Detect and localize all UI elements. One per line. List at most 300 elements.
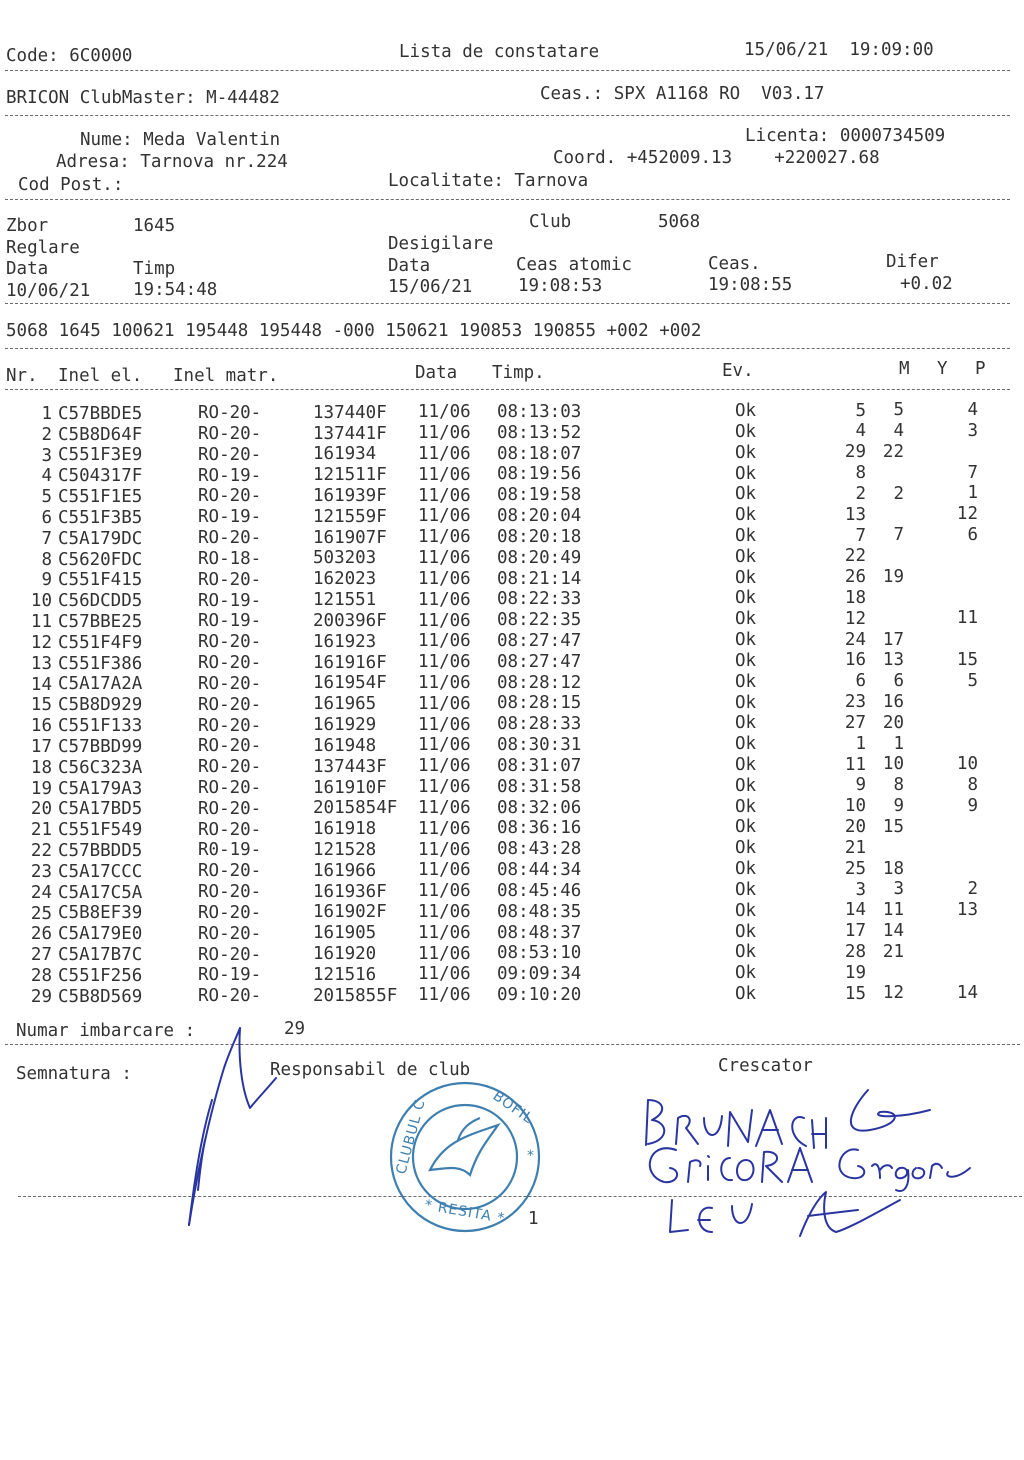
row-event: Ok bbox=[735, 546, 757, 567]
row-time: 08:22:33 bbox=[497, 589, 582, 610]
row-number: 15 bbox=[30, 695, 52, 716]
row-m: 15 bbox=[844, 983, 866, 1004]
row-electronic-ring: C57BBDE5 bbox=[58, 403, 143, 424]
col-date: Data bbox=[415, 363, 458, 383]
row-time: 09:10:20 bbox=[497, 984, 582, 1005]
row-event: Ok bbox=[735, 442, 757, 463]
row-number: 28 bbox=[30, 966, 52, 987]
row-m: 17 bbox=[844, 921, 866, 942]
row-ring-number: 161965 bbox=[313, 694, 377, 715]
row-time: 08:27:47 bbox=[497, 631, 582, 652]
row-electronic-ring: C5A179E0 bbox=[58, 924, 143, 945]
row-number: 17 bbox=[30, 737, 52, 758]
row-date: 11/06 bbox=[418, 464, 471, 485]
row-electronic-ring: C5B8EF39 bbox=[58, 903, 143, 924]
row-ring-number: 121551 bbox=[313, 590, 377, 611]
row-time: 08:31:07 bbox=[497, 755, 582, 776]
row-ring-number: 137440F bbox=[313, 402, 387, 423]
clock-info: Ceas.: SPX A1168 RO V03.17 bbox=[540, 84, 825, 104]
row-date: 11/06 bbox=[418, 610, 471, 631]
row-event: Ok bbox=[735, 775, 757, 796]
row-y: 4 bbox=[893, 421, 904, 442]
row-electronic-ring: C551F3B5 bbox=[58, 507, 143, 528]
row-p: 12 bbox=[956, 504, 978, 525]
col-nr: Nr. bbox=[6, 366, 38, 386]
svg-text:* RESITA *: * RESITA * bbox=[423, 1197, 507, 1228]
row-event: Ok bbox=[735, 963, 757, 984]
row-ring-prefix: RO-18- bbox=[198, 548, 262, 569]
row-date: 11/06 bbox=[418, 881, 471, 902]
row-number: 2 bbox=[41, 424, 52, 445]
row-time: 08:28:33 bbox=[497, 714, 582, 735]
row-time: 08:13:03 bbox=[497, 402, 582, 422]
row-number: 16 bbox=[30, 716, 52, 737]
row-ring-number: 161923 bbox=[313, 631, 377, 652]
row-electronic-ring: C5620FDC bbox=[58, 549, 143, 570]
desigilare-date-label: Data bbox=[388, 256, 431, 276]
row-y: 16 bbox=[882, 691, 904, 712]
row-electronic-ring: C57BBE25 bbox=[58, 611, 143, 632]
svg-text:*: * bbox=[527, 1148, 535, 1164]
row-p: 2 bbox=[967, 879, 978, 900]
reglare-time-label: Timp bbox=[133, 259, 176, 279]
row-ring-number: 161966 bbox=[313, 860, 377, 881]
locality: Localitate: Tarnova bbox=[388, 171, 589, 191]
row-ring-number: 161934 bbox=[313, 444, 377, 465]
row-event: Ok bbox=[735, 650, 757, 671]
row-event: Ok bbox=[735, 838, 757, 859]
row-ring-prefix: RO-20- bbox=[198, 902, 262, 923]
row-electronic-ring: C5B8D569 bbox=[58, 986, 143, 1007]
row-electronic-ring: C5A17B7C bbox=[58, 945, 143, 966]
row-time: 08:30:31 bbox=[497, 735, 582, 756]
row-event: Ok bbox=[735, 505, 757, 526]
row-number: 11 bbox=[30, 612, 52, 633]
row-time: 08:44:34 bbox=[497, 860, 582, 881]
row-m: 18 bbox=[844, 588, 866, 609]
row-electronic-ring: C551F549 bbox=[58, 820, 143, 841]
row-ring-number: 121511F bbox=[313, 465, 387, 486]
row-ring-prefix: RO-20- bbox=[198, 653, 262, 674]
row-ring-number: 503203 bbox=[313, 548, 377, 569]
page-number: 1 bbox=[528, 1209, 539, 1229]
row-date: 11/06 bbox=[418, 423, 471, 444]
coordinates: Coord. +452009.13 +220027.68 bbox=[553, 148, 880, 168]
row-y: 12 bbox=[882, 983, 904, 1004]
signature-label: Semnatura : bbox=[16, 1064, 132, 1084]
row-y: 3 bbox=[893, 879, 904, 900]
row-ring-prefix: RO-20- bbox=[198, 819, 262, 840]
row-date: 11/06 bbox=[418, 797, 471, 818]
row-m: 11 bbox=[844, 754, 866, 775]
row-y: 13 bbox=[882, 650, 904, 671]
atomic-clock-time: 19:08:53 bbox=[518, 276, 603, 296]
row-p: 1 bbox=[967, 483, 978, 504]
row-m: 12 bbox=[844, 608, 866, 629]
row-electronic-ring: C504317F bbox=[58, 466, 143, 487]
row-ring-prefix: RO-20- bbox=[198, 444, 262, 465]
page-title: Lista de constatare bbox=[399, 42, 600, 62]
row-time: 09:09:34 bbox=[497, 964, 582, 985]
license: Licenta: 0000734509 bbox=[745, 126, 946, 146]
row-y: 6 bbox=[893, 671, 904, 692]
row-m: 6 bbox=[855, 671, 866, 692]
atomic-clock-label: Ceas atomic bbox=[516, 255, 632, 275]
row-p: 7 bbox=[967, 462, 978, 483]
row-event: Ok bbox=[735, 817, 757, 838]
row-event: Ok bbox=[735, 588, 757, 609]
row-ring-prefix: RO-20- bbox=[198, 424, 262, 445]
row-time: 08:43:28 bbox=[497, 839, 582, 860]
row-date: 11/06 bbox=[418, 985, 471, 1006]
row-ring-prefix: RO-20- bbox=[198, 486, 262, 507]
row-ring-prefix: RO-20- bbox=[198, 777, 262, 798]
row-electronic-ring: C5A17BD5 bbox=[58, 799, 143, 820]
boarding-count-label: Numar imbarcare : bbox=[16, 1021, 196, 1041]
row-number: 20 bbox=[30, 799, 52, 820]
row-y: 1 bbox=[893, 733, 904, 754]
row-event: Ok bbox=[735, 525, 757, 546]
row-p: 4 bbox=[967, 400, 978, 421]
row-date: 11/06 bbox=[418, 652, 471, 673]
row-ring-number: 161907F bbox=[313, 527, 387, 548]
row-date: 11/06 bbox=[418, 714, 471, 735]
row-ring-prefix: RO-19- bbox=[198, 611, 262, 632]
row-ring-prefix: RO-20- bbox=[198, 757, 262, 778]
row-m: 24 bbox=[844, 629, 866, 650]
row-number: 4 bbox=[41, 466, 52, 487]
row-ring-number: 137441F bbox=[313, 423, 387, 444]
row-ring-prefix: RO-19- bbox=[198, 965, 262, 986]
row-m: 22 bbox=[844, 546, 866, 567]
row-ring-number: 161920 bbox=[313, 944, 377, 965]
row-electronic-ring: C5B8D929 bbox=[58, 695, 143, 716]
row-number: 29 bbox=[30, 986, 52, 1007]
row-p: 13 bbox=[956, 899, 978, 920]
row-time: 08:19:56 bbox=[497, 464, 582, 485]
row-time: 08:20:04 bbox=[497, 506, 582, 527]
col-ring-number: Inel matr. bbox=[173, 366, 279, 386]
row-p: 15 bbox=[956, 650, 978, 671]
row-m: 13 bbox=[844, 504, 866, 525]
row-ring-number: 162023 bbox=[313, 569, 377, 590]
row-number: 12 bbox=[30, 632, 52, 653]
row-electronic-ring: C5A17A2A bbox=[58, 674, 143, 695]
club-label: Club bbox=[529, 212, 572, 232]
row-ring-number: 121528 bbox=[313, 839, 377, 860]
reglare-date: 10/06/21 bbox=[6, 281, 91, 301]
row-event: Ok bbox=[735, 879, 757, 900]
row-date: 11/06 bbox=[418, 672, 471, 693]
row-event: Ok bbox=[735, 484, 757, 505]
encoded-line: 5068 1645 100621 195448 195448 -000 150621 190853 190855 +002 +002 bbox=[6, 321, 702, 341]
row-date: 11/06 bbox=[418, 568, 471, 589]
row-m: 23 bbox=[844, 692, 866, 713]
row-electronic-ring: C551F415 bbox=[58, 570, 143, 591]
row-time: 08:36:16 bbox=[497, 818, 582, 839]
row-ring-number: 161939F bbox=[313, 486, 387, 507]
row-ring-prefix: RO-19- bbox=[198, 465, 262, 486]
row-time: 08:28:15 bbox=[497, 693, 582, 714]
row-ring-number: 121516 bbox=[313, 964, 377, 985]
row-event: Ok bbox=[735, 692, 757, 713]
row-electronic-ring: C5B8D64F bbox=[58, 424, 143, 445]
row-electronic-ring: C56C323A bbox=[58, 757, 143, 778]
row-date: 11/06 bbox=[418, 839, 471, 860]
owner-name: Nume: Meda Valentin bbox=[80, 130, 281, 150]
row-electronic-ring: C5A179DC bbox=[58, 528, 143, 549]
row-time: 08:20:18 bbox=[497, 526, 582, 547]
row-m: 10 bbox=[844, 796, 866, 817]
row-date: 11/06 bbox=[418, 735, 471, 756]
row-electronic-ring: C57BBD99 bbox=[58, 736, 143, 757]
row-date: 11/06 bbox=[418, 548, 471, 569]
row-number: 18 bbox=[30, 757, 52, 778]
row-number: 27 bbox=[30, 945, 52, 966]
row-time: 08:19:58 bbox=[497, 485, 582, 506]
row-number: 26 bbox=[30, 924, 52, 945]
row-y: 2 bbox=[893, 483, 904, 504]
row-ring-prefix: RO-20- bbox=[198, 861, 262, 882]
row-ring-prefix: RO-20- bbox=[198, 715, 262, 736]
row-ring-number: 161936F bbox=[313, 881, 387, 902]
row-ring-number: 2015855F bbox=[313, 985, 398, 1006]
row-y: 15 bbox=[882, 816, 904, 837]
row-y: 22 bbox=[882, 442, 904, 463]
row-electronic-ring: C551F256 bbox=[58, 965, 143, 986]
row-event: Ok bbox=[735, 942, 757, 963]
row-m: 19 bbox=[844, 962, 866, 983]
row-number: 25 bbox=[30, 903, 52, 924]
row-date: 11/06 bbox=[418, 589, 471, 610]
row-number: 22 bbox=[30, 841, 52, 862]
club-master: BRICON ClubMaster: M-44482 bbox=[6, 88, 280, 108]
row-y: 11 bbox=[882, 900, 904, 921]
row-ring-prefix: RO-20- bbox=[198, 944, 262, 965]
row-ring-number: 161916F bbox=[313, 652, 387, 673]
row-date: 11/06 bbox=[418, 860, 471, 881]
row-date: 11/06 bbox=[418, 506, 471, 527]
row-m: 14 bbox=[844, 900, 866, 921]
row-m: 8 bbox=[855, 463, 866, 484]
row-time: 08:45:46 bbox=[497, 880, 582, 901]
row-ring-prefix: RO-20- bbox=[198, 403, 262, 424]
row-time: 08:13:52 bbox=[497, 422, 582, 443]
row-event: Ok bbox=[735, 463, 757, 484]
row-event: Ok bbox=[735, 921, 757, 942]
row-date: 11/06 bbox=[418, 922, 471, 943]
row-ring-prefix: RO-20- bbox=[198, 798, 262, 819]
row-m: 28 bbox=[844, 941, 866, 962]
row-number: 14 bbox=[30, 674, 52, 695]
row-number: 19 bbox=[30, 778, 52, 799]
row-time: 08:18:07 bbox=[497, 443, 582, 464]
club-number: 5068 bbox=[658, 212, 701, 232]
row-date: 11/06 bbox=[418, 964, 471, 985]
row-date: 11/06 bbox=[418, 443, 471, 464]
row-y: 8 bbox=[893, 775, 904, 796]
col-electronic-ring: Inel el. bbox=[58, 366, 143, 386]
row-date: 11/06 bbox=[418, 777, 471, 798]
row-event: Ok bbox=[735, 755, 757, 775]
row-number: 10 bbox=[30, 591, 52, 612]
row-time: 08:22:35 bbox=[497, 610, 582, 631]
row-event: Ok bbox=[735, 609, 757, 630]
row-electronic-ring: C551F386 bbox=[58, 653, 143, 674]
clock-time: 19:08:55 bbox=[708, 275, 793, 295]
club-responsible-label: Responsabil de club bbox=[270, 1060, 471, 1080]
row-time: 08:28:12 bbox=[497, 672, 582, 693]
row-ring-prefix: RO-19- bbox=[198, 590, 262, 611]
row-number: 3 bbox=[41, 445, 52, 466]
row-date: 11/06 bbox=[418, 693, 471, 714]
row-ring-prefix: RO-20- bbox=[198, 673, 262, 694]
row-date: 11/06 bbox=[418, 402, 471, 423]
row-number: 24 bbox=[30, 882, 52, 903]
row-y: 7 bbox=[893, 525, 904, 546]
row-ring-number: 121559F bbox=[313, 506, 387, 527]
row-y: 5 bbox=[893, 400, 904, 421]
row-m: 21 bbox=[844, 837, 866, 858]
row-p: 6 bbox=[967, 525, 978, 546]
row-number: 21 bbox=[30, 820, 52, 841]
row-m: 29 bbox=[844, 442, 866, 463]
row-time: 08:31:58 bbox=[497, 776, 582, 797]
row-electronic-ring: C551F1E5 bbox=[58, 487, 143, 508]
row-time: 08:20:49 bbox=[497, 547, 582, 568]
row-event: Ok bbox=[735, 984, 757, 1005]
row-number: 23 bbox=[30, 861, 52, 882]
row-electronic-ring: C5A17C5A bbox=[58, 882, 143, 903]
row-m: 2 bbox=[855, 483, 866, 504]
row-date: 11/06 bbox=[418, 527, 471, 548]
row-ring-number: 161929 bbox=[313, 715, 377, 736]
row-event: Ok bbox=[735, 567, 757, 588]
row-electronic-ring: C56DCDD5 bbox=[58, 591, 143, 612]
col-m: M bbox=[899, 359, 910, 379]
row-ring-number: 161948 bbox=[313, 735, 377, 756]
reglare-label: Reglare bbox=[6, 238, 80, 258]
col-time: Timp. bbox=[492, 363, 545, 383]
row-electronic-ring: C57BBDD5 bbox=[58, 840, 143, 861]
svg-text:CLUBUL C: CLUBUL C bbox=[393, 1097, 429, 1177]
row-event: Ok bbox=[735, 859, 757, 880]
row-event: Ok bbox=[735, 796, 757, 817]
row-ring-number: 161905 bbox=[313, 923, 377, 944]
row-electronic-ring: C551F133 bbox=[58, 716, 143, 737]
row-number: 8 bbox=[41, 549, 52, 570]
row-ring-prefix: R0-19- bbox=[198, 840, 262, 861]
row-m: 20 bbox=[844, 817, 866, 838]
row-ring-prefix: RO-20- bbox=[198, 736, 262, 757]
row-electronic-ring: C5A17CCC bbox=[58, 861, 143, 882]
row-electronic-ring: C551F3E9 bbox=[58, 445, 143, 466]
row-m: 9 bbox=[855, 775, 866, 796]
row-number: 5 bbox=[41, 487, 52, 508]
row-event: Ok bbox=[735, 900, 757, 921]
row-event: Ok bbox=[735, 713, 757, 734]
row-p: 14 bbox=[956, 983, 978, 1004]
postal-code-label: Cod Post.: bbox=[18, 175, 124, 195]
row-ring-prefix: RO-20- bbox=[198, 986, 262, 1007]
row-ring-number: 161954F bbox=[313, 673, 387, 694]
row-p: 3 bbox=[967, 421, 978, 442]
col-event: Ev. bbox=[722, 361, 754, 381]
col-p: P bbox=[975, 359, 986, 379]
row-m: 4 bbox=[855, 421, 866, 442]
row-time: 08:21:14 bbox=[497, 568, 582, 589]
row-ring-number: 161918 bbox=[313, 819, 377, 840]
row-ring-prefix: RO-20- bbox=[198, 528, 262, 549]
row-time: 08:48:35 bbox=[497, 901, 582, 922]
row-number: 1 bbox=[41, 403, 52, 424]
boarding-count: 29 bbox=[284, 1019, 306, 1039]
row-date: 11/06 bbox=[418, 756, 471, 777]
row-event: Ok bbox=[735, 734, 757, 755]
row-m: 3 bbox=[855, 879, 866, 900]
row-p: 9 bbox=[967, 795, 978, 816]
row-m: 7 bbox=[855, 525, 866, 546]
clock-label: Ceas. bbox=[708, 254, 761, 274]
row-m: 26 bbox=[844, 567, 866, 588]
row-y: 17 bbox=[882, 629, 904, 650]
row-time: 08:53:10 bbox=[497, 943, 582, 964]
row-electronic-ring: C551F4F9 bbox=[58, 632, 143, 653]
row-ring-prefix: RO-19- bbox=[198, 507, 262, 528]
row-date: 11/06 bbox=[418, 818, 471, 839]
row-m: 27 bbox=[844, 712, 866, 733]
row-ring-number: 161910F bbox=[313, 777, 387, 798]
svg-text:BOFIL: BOFIL bbox=[489, 1088, 537, 1128]
row-ring-number: 2015854F bbox=[313, 798, 398, 819]
row-y: 18 bbox=[882, 858, 904, 879]
row-ring-number: 200396F bbox=[313, 610, 387, 631]
col-y: Y bbox=[937, 359, 948, 379]
row-time: 08:48:37 bbox=[497, 922, 582, 943]
print-datetime: 15/06/21 19:09:00 bbox=[744, 40, 934, 60]
row-ring-prefix: RO-20- bbox=[198, 632, 262, 653]
owner-address: Adresa: Tarnova nr.224 bbox=[56, 152, 288, 172]
row-event: Ok bbox=[735, 421, 757, 442]
row-number: 13 bbox=[30, 653, 52, 674]
desigilare-date: 15/06/21 bbox=[388, 277, 473, 297]
row-ring-prefix: RO-20- bbox=[198, 923, 262, 944]
row-date: 11/06 bbox=[418, 631, 471, 652]
row-ring-number: 137443F bbox=[313, 756, 387, 777]
row-y: 10 bbox=[882, 754, 904, 775]
row-date: 11/06 bbox=[418, 943, 471, 964]
flight-number: 1645 bbox=[133, 216, 176, 236]
difference-value: +0.02 bbox=[900, 274, 953, 294]
row-m: 5 bbox=[855, 400, 866, 421]
row-number: 6 bbox=[41, 508, 52, 528]
difference-label: Difer bbox=[886, 252, 939, 272]
row-y: 20 bbox=[882, 712, 904, 733]
row-p: 5 bbox=[967, 670, 978, 691]
row-m: 16 bbox=[844, 650, 866, 671]
row-event: Ok bbox=[735, 630, 757, 651]
row-ring-prefix: RO-20- bbox=[198, 882, 262, 903]
row-time: 08:32:06 bbox=[497, 797, 582, 818]
row-ring-prefix: RO-20- bbox=[198, 569, 262, 590]
row-ring-prefix: RO-20- bbox=[198, 694, 262, 715]
row-y: 14 bbox=[882, 920, 904, 941]
flight-label: Zbor bbox=[6, 216, 49, 236]
row-event: Ok bbox=[735, 671, 757, 692]
row-number: 9 bbox=[41, 570, 52, 591]
row-date: 11/06 bbox=[418, 902, 471, 922]
row-ring-number: 161902F bbox=[313, 902, 387, 923]
